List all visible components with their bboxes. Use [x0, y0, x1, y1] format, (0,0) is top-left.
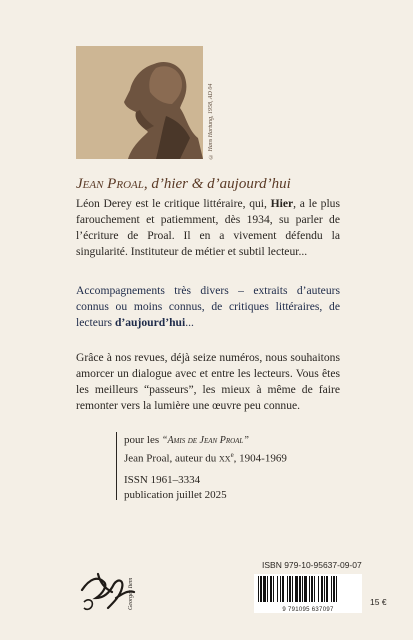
p2-aujourdhui: d’aujourd’hui	[114, 316, 186, 329]
logo-signature: Georges Item	[128, 577, 134, 610]
assoc-name: “Amis de Jean Proal”	[161, 435, 249, 446]
price: 15 €	[370, 597, 387, 607]
association-block	[124, 433, 364, 503]
page-title	[76, 176, 396, 193]
assoc-issn: ISSN 1961–3334	[124, 473, 201, 486]
assoc-publication: publication juillet 2025	[124, 488, 227, 501]
barcode	[254, 574, 362, 612]
barcode-digits: 9 791095 637097	[254, 607, 362, 613]
author-photo	[76, 46, 203, 159]
p1-hier: Hier	[270, 197, 294, 210]
assoc-line-1	[124, 433, 364, 448]
assoc-line2-b: , 1904-1969	[233, 452, 287, 465]
isbn-label: ISBN 979-10-95637-09-07	[262, 560, 362, 570]
photo-credit: © Hans Hartung, 1958, AD 04	[208, 83, 214, 159]
assoc-line-2	[124, 448, 364, 467]
vertical-rule	[116, 432, 117, 500]
assoc-line2-a: Jean Proal, auteur du	[124, 452, 219, 465]
assoc-century: xx	[219, 452, 231, 465]
title-author: Jean Proal	[76, 176, 144, 192]
p2-text-a: Accompagnements très divers – extraits d’auteurs connus ou moins connus, de critiques littéraires, de lecteurs	[76, 284, 340, 329]
p2-text-c: ...	[185, 316, 194, 329]
paragraph-accompagnements	[76, 283, 340, 331]
assoc-sup: e	[230, 451, 234, 459]
assoc-for: pour les	[124, 434, 162, 446]
paragraph-derey	[76, 196, 340, 260]
paragraph-revues: Grâce à nos revues, déjà seize numéros, nous souhaitons amorcer un dialogue avec et entre les lecteurs. Vous êtes les meilleurs “passeurs”, les mieux à même de faire remonter vers la lumière une œuvre peu connue.	[76, 351, 340, 412]
title-rest: , d’hier & d’aujourd’hui	[143, 176, 291, 192]
p1-text-c: , a le plus farouchement et patiemment, dès 1934, su parler de l’écriture de Proal. Il en a vivement défendu la singularité. Instituteur de métier et subtil lecteur...	[76, 197, 340, 258]
p1-text-a: Léon Derey est le critique littéraire, qui,	[76, 197, 271, 210]
